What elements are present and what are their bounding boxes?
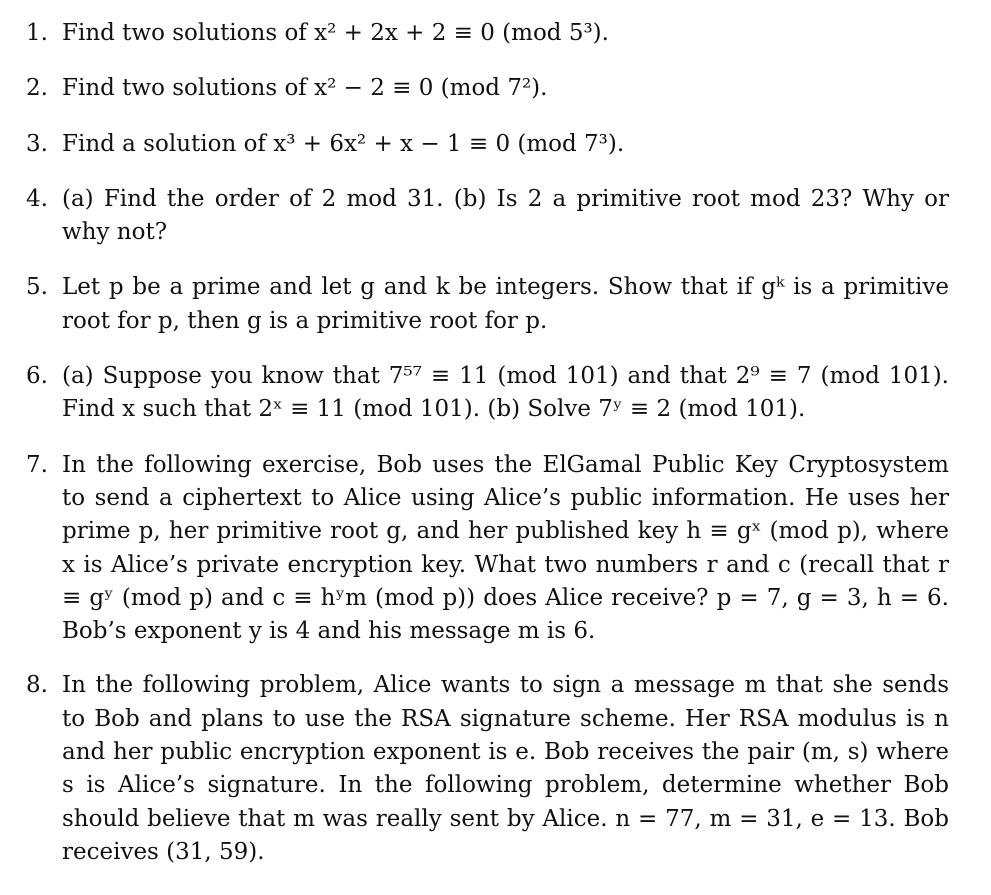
problem-number: 8. (26, 672, 48, 699)
problem-text: Find a solution of x³ + 6x² + x − 1 ≡ 0 (mod 7³). (62, 130, 625, 157)
problem-number: 4. (26, 185, 48, 212)
problem-text: In the following exercise, Bob uses the ElGamal Public Key Cryptosystem to send a ciphertext to Alice using Alice’s public information. He uses her prime p, her primitive root g, and her published key h ≡ gˣ (mod p), where x is Alice’s private encryption key. What two numbers r and c (recall that r ≡ gʸ (mod p) and c ≡ hʸm (mod p)) does Alice receive? p = 7, g = 3, h = 6. Bob’s exponent y is 4 and his message m is 6. (62, 451, 949, 645)
problem-text: (a) Suppose you know that 7⁵⁷ ≡ 11 (mod 101) and that 2⁹ ≡ 7 (mod 101). Find x such that 2ˣ ≡ 11 (mod 101). (b) Solve 7ʸ ≡ 2 (mod 101). (62, 363, 949, 423)
problem-text: Find two solutions of x² + 2x + 2 ≡ 0 (mod 5³). (62, 20, 609, 46)
problem-text: In the following problem, Alice wants to sign a message m that she sends to Bob and plans to use the RSA signature scheme. Her RSA modulus is n and her public encryption exponent is e. Bob receives the pair (m, s) where s is Alice’s signature. In the following problem, determine whether Bob should believe that m was really sent by Alice. n = 77, m = 31, e = 13. Bob receives (31, 59). (62, 672, 949, 865)
problem-item (26, 72, 949, 105)
problem-item (26, 669, 949, 869)
problem-number: 6. (26, 363, 48, 390)
problem-number: 2. (26, 75, 48, 102)
problem-number: 1. (26, 20, 48, 46)
problem-item (26, 183, 949, 250)
problem-text: (a) Find the order of 2 mod 31. (b) Is 2 a primitive root mod 23? Why or why not? (62, 185, 949, 246)
problem-number: 3. (26, 130, 48, 157)
problem-text: Find two solutions of x² − 2 ≡ 0 (mod 7²). (62, 75, 548, 102)
problem-list (26, 17, 949, 869)
problem-item (26, 17, 949, 50)
problem-item (26, 271, 949, 338)
problem-item (26, 128, 949, 161)
problem-text: Let p be a prime and let g and k be integers. Show that if gᵏ is a primitive root for p, then g is a primitive root for p. (62, 274, 949, 334)
problem-item (26, 449, 949, 649)
problem-item (26, 360, 949, 427)
problem-number: 5. (26, 274, 48, 301)
problem-number: 7. (26, 451, 48, 478)
